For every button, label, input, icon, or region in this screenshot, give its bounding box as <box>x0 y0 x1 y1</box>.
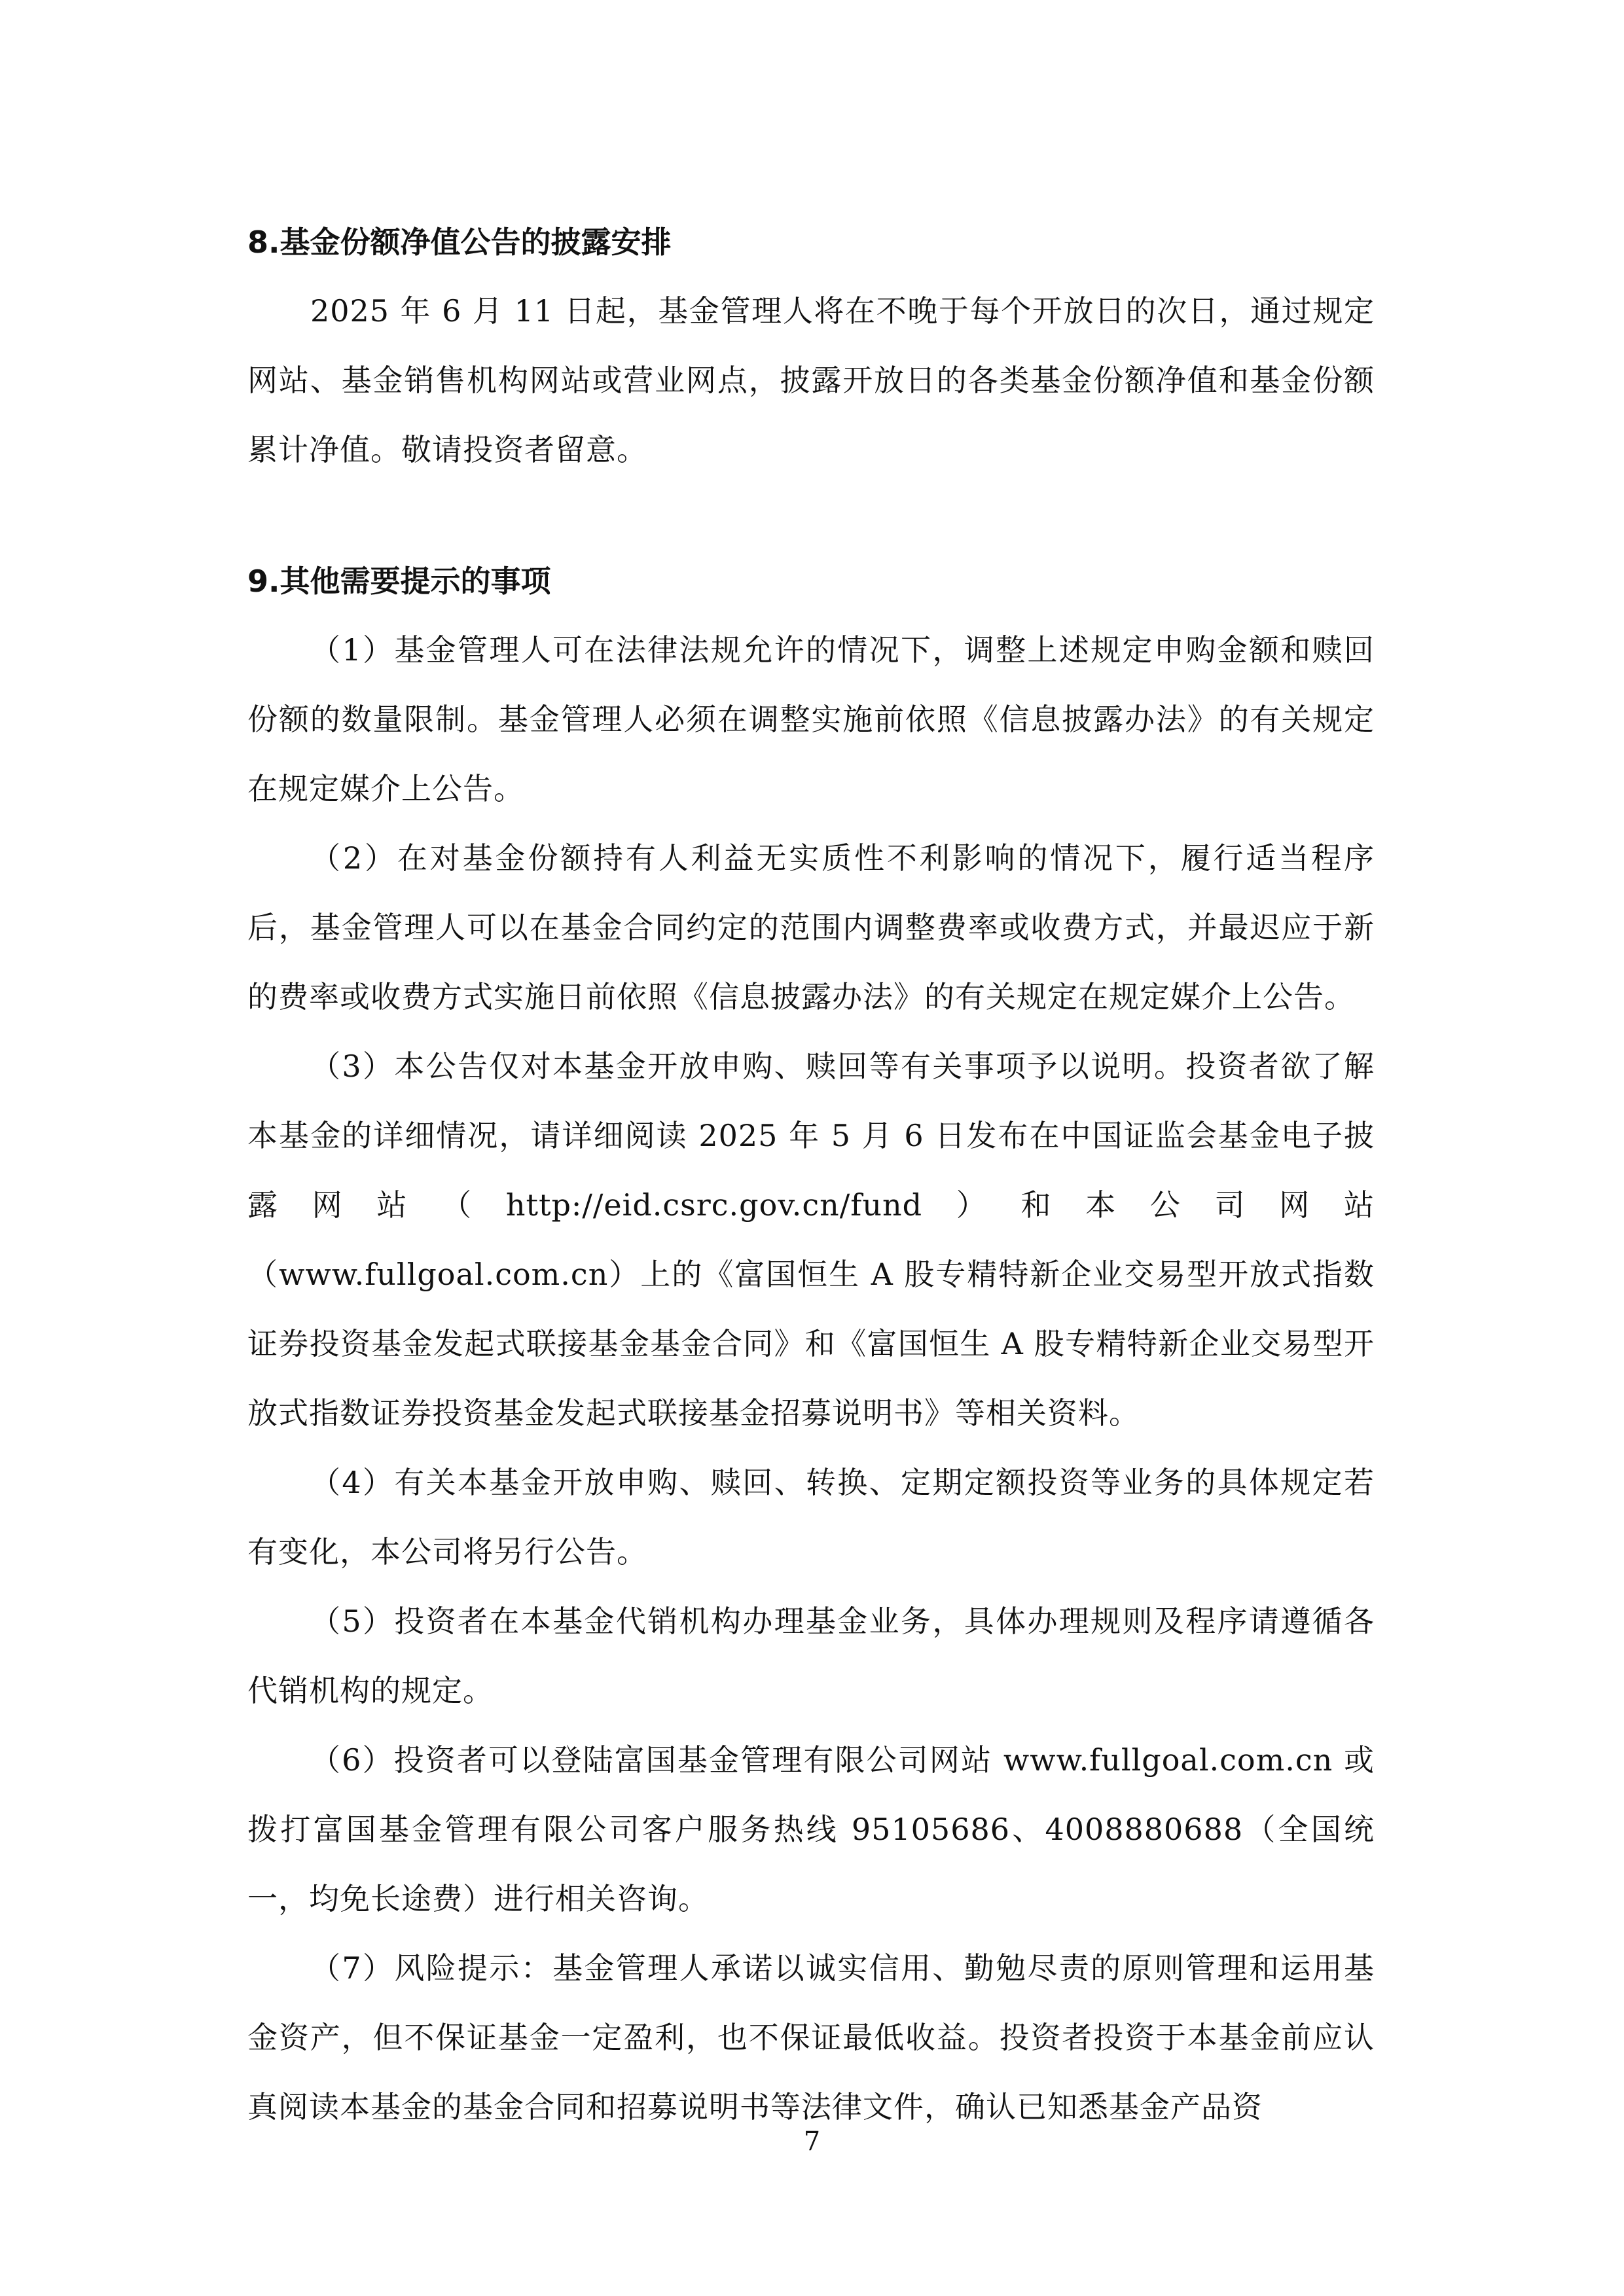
section-8-heading: 8.基金份额净值公告的披露安排 <box>247 224 672 260</box>
page-number: 7 <box>803 2126 821 2157</box>
notice-item-3: （3）本公告仅对本基金开放申购、赎回等有关事项予以说明。投资者欲了解本基金的详细情况，请详细阅读 2025 年 5 月 6 日发布在中国证监会基金电子披露网站（http://eid.csrc.gov.cn/fund）和本公司网站（www.fullgoal.com.cn）上的《富国恒生 A 股专精特新企业交易型开放式指数证券投资基金发起式联接基金基金合同》和《富国恒生 A 股专精特新企业交易型开放式指数证券投资基金发起式联接基金招募说明书》等相关资料。 <box>247 1049 1375 1431</box>
notice-item-2: （2）在对基金份额持有人利益无实质性不利影响的情况下，履行适当程序后，基金管理人可以在基金合同约定的范围内调整费率或收费方式，并最迟应于新的费率或收费方式实施日前依照《信息披露办法》的有关规定在规定媒介上公告。 <box>247 840 1375 1014</box>
section-9-heading: 9.其他需要提示的事项 <box>247 564 551 599</box>
section-spacer <box>247 484 1375 547</box>
notice-item-1: （1）基金管理人可在法律法规允许的情况下，调整上述规定申购金额和赎回份额的数量限制。基金管理人必须在调整实施前依照《信息披露办法》的有关规定在规定媒介上公告。 <box>247 632 1375 806</box>
notice-item-6: （6）投资者可以登陆富国基金管理有限公司网站 www.fullgoal.com.cn 或拨打富国基金管理有限公司客户服务热线 95105686、4008880688（全国统一，均免长途费）进行相关咨询。 <box>247 1742 1375 1916</box>
notice-item-7: （7）风险提示：基金管理人承诺以诚实信用、勤勉尽责的原则管理和运用基金资产，但不保证基金一定盈利，也不保证最低收益。投资者投资于本基金前应认真阅读本基金的基金合同和招募说明书等法律文件，确认已知悉基金产品资 <box>247 1950 1375 2125</box>
notice-item-5: （5）投资者在本基金代销机构办理基金业务，具体办理规则及程序请遵循各代销机构的规定。 <box>247 1604 1375 1708</box>
section-8-paragraph: 2025 年 6 月 11 日起，基金管理人将在不晚于每个开放日的次日，通过规定网站、基金销售机构网站或营业网点，披露开放日的各类基金份额净值和基金份额累计净值。敬请投资者留意。 <box>247 293 1375 467</box>
document-body <box>247 208 1375 2142</box>
notice-item-4: （4）有关本基金开放申购、赎回、转换、定期定额投资等业务的具体规定若有变化，本公司将另行公告。 <box>247 1465 1375 1570</box>
